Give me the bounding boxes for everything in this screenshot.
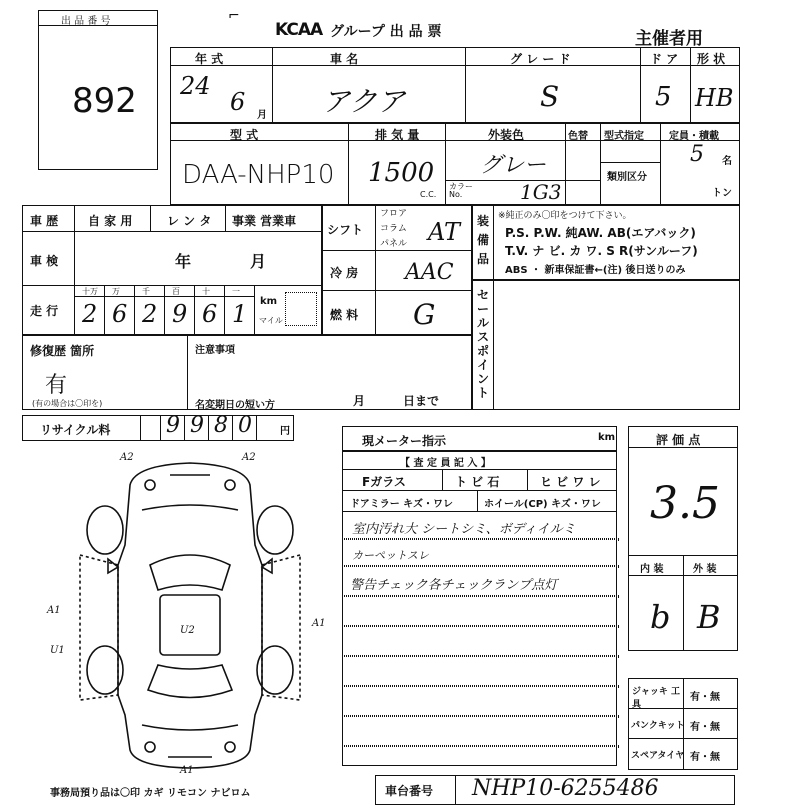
- month-unit: 月: [257, 110, 267, 121]
- score-value: 3.5: [650, 478, 720, 529]
- short-expiry-label: 名変期日の短い方: [195, 400, 275, 411]
- equipment-label: 装 備 品: [477, 214, 490, 266]
- equipment-line3: ABS ・ 新車保証書←(注) 後日送りのみ: [505, 265, 686, 276]
- mileage-digit-label: 十: [202, 287, 210, 296]
- damage-mark-u1-left: U1: [50, 645, 65, 656]
- exterior-color-label: 外装色: [488, 128, 525, 142]
- repair-label: 修復歴 箇所: [30, 344, 95, 358]
- mileage-digit: 2: [142, 300, 158, 328]
- shift-label: シフト: [327, 223, 364, 237]
- displacement-value: 1500: [368, 158, 435, 188]
- mileage-digit: 2: [82, 300, 98, 328]
- recycle-digit: 9: [166, 413, 180, 438]
- history-option-rental: レ ン タ: [167, 214, 212, 228]
- exterior-score: B: [697, 598, 721, 636]
- car-damage-diagram: [50, 455, 330, 775]
- spare-tire-label: スペアタイヤ: [631, 751, 685, 761]
- inspection-year: 年: [175, 252, 192, 271]
- mileage-label: 走 行: [30, 304, 59, 318]
- displacement-label: 排 気 量: [375, 128, 420, 142]
- shift-option-panel: パネル: [380, 239, 408, 249]
- meter-label: 現メーター指示: [362, 434, 447, 448]
- damage-mark-a2-right: A2: [242, 452, 256, 463]
- chip-label: ト ビ 石: [455, 475, 500, 489]
- office-items-note: 事務局預り品は〇印 カギ リモコン ナビロム: [50, 788, 251, 799]
- mileage-digit: 6: [202, 300, 218, 328]
- spare-tire-option: 有・無: [690, 752, 720, 763]
- lot-number-value: 892: [72, 81, 137, 121]
- recycle-digit: 0: [238, 413, 252, 438]
- recycle-unit: 円: [280, 426, 290, 437]
- model-value: DAA-NHP10: [182, 160, 335, 190]
- capacity-value: 5: [690, 142, 704, 167]
- mileage-digit-label: 百: [172, 287, 180, 296]
- history-label: 車 歴: [30, 214, 59, 228]
- chassis-label: 車台番号: [385, 784, 434, 798]
- inspection-comment-2: カーペットスレ: [352, 549, 429, 562]
- sales-point-table: [472, 280, 740, 410]
- inspection-comment-1: 室内汚れ大 シートシミ、ボディイルミ: [352, 522, 576, 537]
- interior-label: 内 装: [640, 564, 664, 575]
- mileage-digit: 9: [172, 300, 188, 328]
- model-label: 型 式: [230, 128, 259, 142]
- repair-value: 有: [45, 373, 68, 398]
- inspection-label: 車 検: [30, 254, 59, 268]
- crack-label: ヒ ビ ワ レ: [540, 475, 601, 489]
- unit-check-box: [285, 292, 317, 326]
- damage-mark-a1-right: A1: [312, 618, 326, 629]
- brand-logo: KCAA: [275, 20, 323, 40]
- shape-label: 形 状: [697, 52, 726, 66]
- exterior-color-value: グレー: [480, 153, 547, 178]
- form-title: グループ 出 品 票: [330, 24, 442, 40]
- grade-value: S: [540, 80, 560, 113]
- mileage-digit-label: 千: [142, 287, 150, 296]
- year-value: 24: [180, 72, 211, 100]
- mileage-digit: 1: [232, 300, 248, 328]
- repair-note: (有の場合は〇印を): [32, 399, 103, 408]
- expiry-month: 月: [353, 394, 366, 408]
- recycle-digit: 9: [190, 413, 204, 438]
- mileage-digit-label: 十万: [82, 287, 98, 296]
- inspection-title: 【 査 定 員 記 入 】: [400, 458, 491, 469]
- car-name-label: 車 名: [330, 52, 359, 66]
- exterior-label: 外 装: [693, 564, 717, 575]
- jack-option: 有・無: [690, 692, 720, 703]
- cooling-label: 冷 房: [330, 266, 359, 280]
- damage-mark-a2-left: A2: [120, 452, 134, 463]
- mirror-label: ドアミラー キズ・ワレ: [350, 499, 453, 510]
- class-label: 類別区分: [607, 172, 647, 183]
- meter-unit: km: [598, 432, 616, 443]
- inspection-month: 月: [250, 252, 267, 271]
- recycle-digit: 8: [214, 413, 228, 438]
- history-option-business: 事業 営業車: [232, 214, 297, 228]
- km-unit: km: [260, 296, 278, 307]
- car-name-value: アクア: [322, 85, 406, 118]
- type-designation-label: 型式指定: [604, 131, 644, 142]
- lot-number-box: [38, 10, 158, 170]
- puncture-kit-label: パンクキット: [631, 721, 685, 731]
- fuel-value: G: [413, 298, 436, 331]
- ton-unit: トン: [712, 188, 732, 199]
- mileage-digit-label: 万: [112, 287, 120, 296]
- corner-mark: ⌐: [228, 8, 240, 24]
- puncture-kit-option: 有・無: [690, 722, 720, 733]
- damage-mark-a1-bottom: A1: [180, 765, 194, 776]
- cc-unit: C.C.: [420, 190, 437, 199]
- color-no-label: カラー No.: [449, 182, 473, 199]
- grade-label: グ レ ー ド: [510, 52, 571, 66]
- month-value: 6: [230, 88, 246, 116]
- chassis-value: NHP10-6255486: [472, 776, 659, 801]
- capacity-label: 定員・積載: [669, 131, 719, 142]
- wheel-label: ホイール(CP) キズ・ワレ: [484, 499, 601, 510]
- damage-mark-u2-roof: U2: [180, 625, 195, 636]
- shape-value: HB: [695, 84, 734, 112]
- color-change-label: 色替: [568, 131, 588, 142]
- shift-option-column: コラム: [380, 224, 407, 234]
- glass-label: Fガラス: [362, 475, 406, 489]
- interior-score: b: [650, 598, 671, 636]
- jack-label: ジャッキ 工 具: [632, 687, 680, 710]
- cooling-value: AAC: [405, 260, 454, 285]
- color-no-value: 1G3: [520, 180, 562, 204]
- expiry-day: 日まで: [403, 394, 440, 408]
- equipment-line2: T.V. ナ ビ. カ ワ. S R(サンルーフ): [505, 244, 698, 258]
- person-unit: 名: [722, 156, 732, 167]
- year-label: 年 式: [195, 52, 224, 66]
- doors-label: ド ア: [650, 52, 679, 66]
- mileage-digit-label: 一: [232, 287, 240, 296]
- organizer-label: 主催者用: [635, 29, 703, 49]
- sales-point-label: セールスポイント: [477, 288, 490, 400]
- notes-label: 注意事項: [195, 345, 235, 356]
- recycle-label: リサイクル料: [40, 423, 111, 437]
- inspection-comment-3: 警告チェック各チェックランプ点灯: [350, 578, 558, 593]
- damage-mark-a1-left: A1: [47, 605, 61, 616]
- shift-value: AT: [428, 218, 461, 246]
- mile-unit: マイル: [259, 316, 283, 325]
- shift-option-floor: フロア: [380, 209, 408, 219]
- equipment-note: ※純正のみ〇印をつけて下さい。: [498, 211, 632, 221]
- history-option-private: 自 家 用: [88, 214, 133, 228]
- lot-number-label: 出 品 番 号: [61, 16, 111, 27]
- fuel-label: 燃 料: [330, 308, 359, 322]
- doors-value: 5: [655, 82, 672, 112]
- score-label: 評 価 点: [656, 433, 701, 447]
- mileage-digit: 6: [112, 300, 128, 328]
- equipment-line1: P.S. P.W. 純AW. AB(エアバック): [505, 226, 696, 240]
